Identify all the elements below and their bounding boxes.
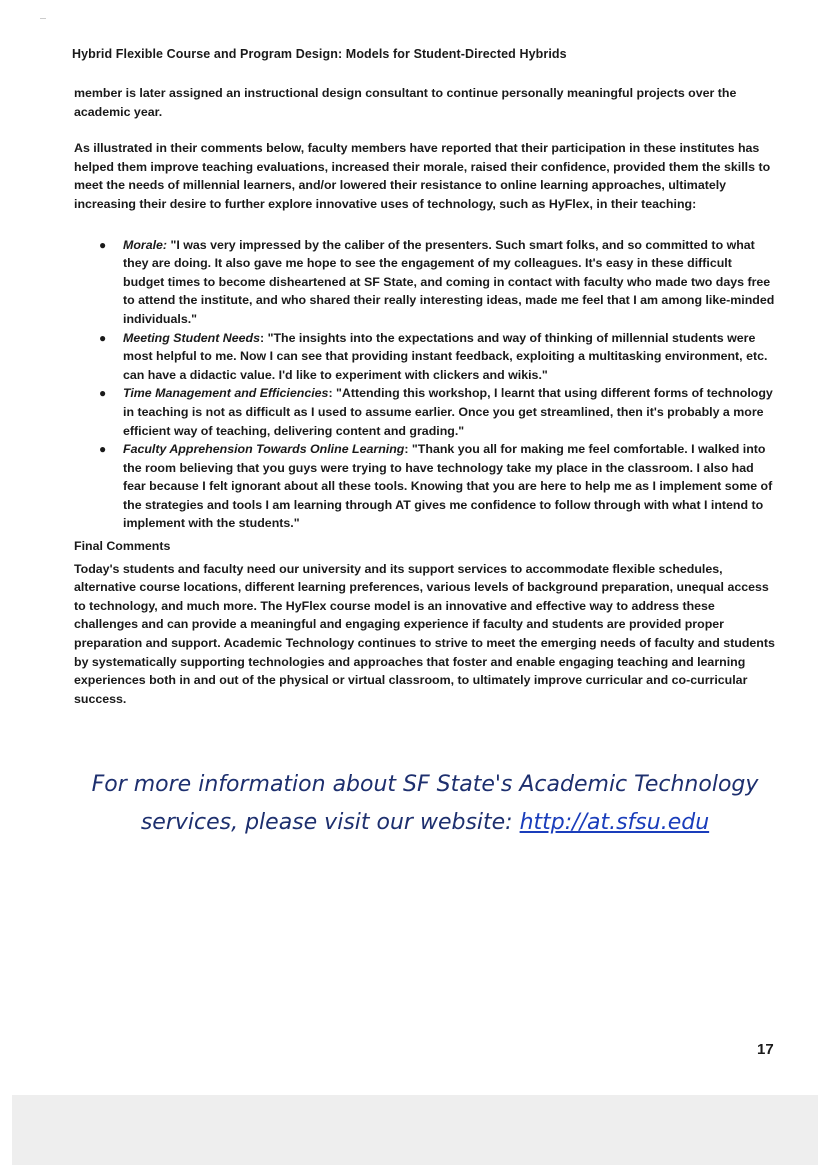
quote-term: Meeting Student Needs bbox=[123, 330, 260, 345]
scan-mark bbox=[40, 18, 46, 19]
faculty-comments-intro: As illustrated in their comments below, faculty members have reported that their participation in these institutes has helped them improve teaching evaluations, increased their morale, raised their confidence, provided them the skills to meet the needs of millennial learners, and/or lowered their resistance to online learning approaches, ultimately increasing their desire to further explore innovative uses of technology, such as HyFlex, in their teaching: bbox=[74, 141, 771, 211]
quote-term: Faculty Apprehension Towards Online Learning bbox=[123, 442, 405, 457]
faculty-quotes-list bbox=[74, 236, 776, 534]
intro-continuation: member is later assigned an instructional design consultant to continue personally meaningful projects over the academic year. bbox=[74, 86, 737, 119]
main-content bbox=[74, 84, 776, 708]
bullet-icon: ● bbox=[99, 442, 107, 457]
bullet-icon: ● bbox=[99, 237, 107, 252]
quote-term: Morale: bbox=[123, 237, 168, 252]
final-comments-section bbox=[74, 537, 776, 708]
bullet-icon: ● bbox=[99, 386, 107, 401]
quote-text: "I was very impressed by the caliber of the presenters. Such smart folks, and so committed to what they are doing. It also gave me hope to see the engagement of my colleagues. It's easy in these difficult budget times to become disheartened at SF State, and coming in contact with faculty who made two days free to attend the institute, and who shared their really interesting ideas, made me feel that I am among like-minded individuals." bbox=[123, 237, 775, 326]
page-number: 17 bbox=[757, 1041, 774, 1058]
running-header: Hybrid Flexible Course and Program Design: Models for Student-Directed Hybrids bbox=[72, 47, 567, 61]
list-item bbox=[99, 329, 776, 385]
quote-term: Time Management and Efficiencies bbox=[123, 386, 329, 401]
quote-text: : "Attending this workshop, I learnt that using different forms of technology in teaching is not as difficult as I used to assume earlier. Once you get streamlined, then it's probably a more efficient way of teaching, delivering content and grading." bbox=[123, 386, 773, 438]
final-comments-paragraph: Today's students and faculty need our university and its support services to accommodate flexible schedules, alternative course locations, different learning preferences, various levels of background preparation, unequal access to technology, and much more. The HyFlex course model is an innovative and effective way to address these challenges and can provide a meaningful and engaging experience if faculty and students are provided proper preparation and support. Academic Technology continues to strive to meet the emerging needs of faculty and students by systematically supporting technologies and approaches that foster and enable engaging teaching and learning experiences both in and out of the physical or virtual classroom, to ultimately improve curricular and co-curricular success. bbox=[74, 561, 775, 706]
footer-band bbox=[12, 1095, 818, 1165]
list-item bbox=[99, 236, 776, 329]
website-link[interactable]: http://at.sfsu.edu bbox=[519, 810, 710, 835]
list-item bbox=[99, 440, 776, 533]
callout-line-2-text: services, please visit our website: bbox=[140, 810, 520, 835]
quote-text: : "Thank you all for making me feel comfortable. I walked into the room believing that you guys were trying to have technology take my place in the classroom. I also had fear because I felt ignorant about all these tools. Knowing that you are here to help me as I implement some of the strategies and tools I am learning through AT gives me confidence to follow through with what I intend to implement with the students." bbox=[123, 442, 773, 531]
list-item bbox=[99, 384, 776, 440]
callout-line-1: For more information about SF State's Academic Technology bbox=[91, 772, 759, 797]
bullet-icon: ● bbox=[99, 330, 107, 345]
callout-line-2 bbox=[74, 804, 776, 842]
section-heading: Final Comments bbox=[74, 539, 171, 554]
more-info-callout bbox=[74, 766, 776, 842]
quote-text: : "The insights into the expectations and way of thinking of millennial students were most helpful to me. Now I can see that providing instant feedback, exploiting a multitasking environment, etc. can have a didactic value. I'd like to experiment with clickers and wikis." bbox=[123, 330, 768, 382]
